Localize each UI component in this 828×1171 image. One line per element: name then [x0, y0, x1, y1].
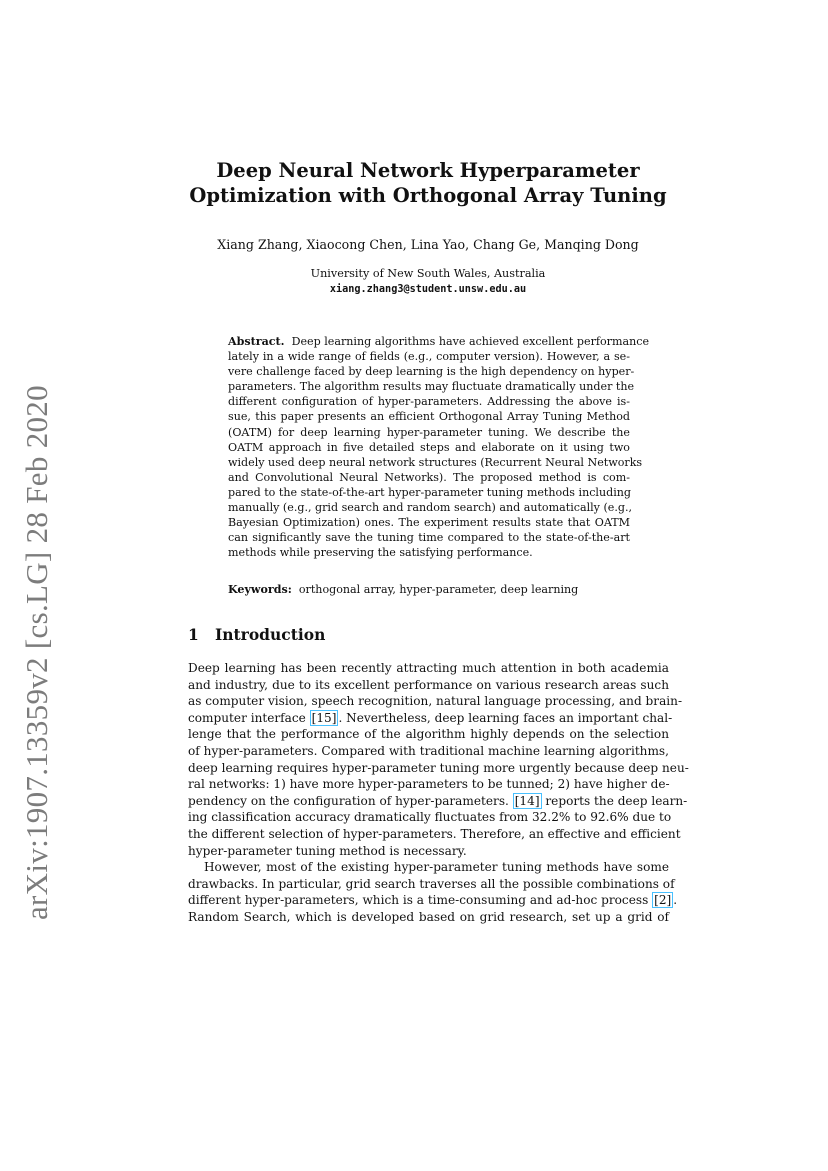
abstract-line: widely used deep neural network structures (Recurrent Neural Networks — [228, 455, 643, 469]
title-line-1: Deep Neural Network Hyperparameter — [216, 159, 640, 182]
body-line-text: . Nevertheless, deep learning faces an important chal- — [338, 710, 673, 725]
affiliation-block — [150, 266, 706, 298]
author-list: Xiang Zhang, Xiaocong Chen, Lina Yao, Chang Ge, Manqing Dong — [217, 237, 639, 252]
abstract-line: methods while preserving the satisfying performance. — [228, 546, 533, 560]
body-line: drawbacks. In particular, grid search traverses all the possible combinations of — [188, 876, 675, 891]
abstract-block — [228, 334, 650, 560]
abstract-line: (OATM) for deep learning hyper-parameter tuning. We describe the — [228, 425, 630, 439]
abstract-line: Bayesian Optimization) ones. The experiment results state that OATM — [228, 516, 630, 530]
section-number: 1 — [188, 625, 199, 644]
paper-title — [150, 158, 706, 208]
body-line: the different selection of hyper-parameters. Therefore, an effective and efficient — [188, 826, 681, 841]
author-email: xiang.zhang3@student.unsw.edu.au — [329, 284, 527, 295]
citation-link[interactable]: [2] — [654, 893, 672, 908]
abstract-line — [228, 334, 650, 349]
body-line: as computer vision, speech recognition, natural language processing, and brain- — [188, 694, 683, 709]
body-line-text: different hyper-parameters, which is a time-consuming and ad-hoc process — [188, 893, 653, 908]
body-line: However, most of the existing hyper-parameter tuning methods have some — [204, 860, 669, 875]
body-line-text: pendency on the configuration of hyper-parameters. — [188, 793, 513, 808]
keywords — [228, 583, 630, 596]
body-line: deep learning requires hyper-parameter tuning more urgently because deep neu- — [188, 760, 689, 775]
abstract-line: parameters. The algorithm results may fluctuate dramatically under the — [228, 380, 635, 394]
body-paragraphs — [188, 660, 689, 926]
body-line: Deep learning has been recently attracting much attention in both academia — [188, 661, 669, 675]
body-line: Random Search, which is developed based on grid research, set up a grid of — [188, 909, 669, 924]
body-line: hyper-parameter tuning method is necessary. — [188, 843, 467, 858]
abstract-line: vere challenge faced by deep learning is the high dependency on hyper- — [228, 365, 635, 379]
abstract-line-text: Deep learning algorithms have achieved excellent performance — [291, 335, 650, 348]
section-title: Introduction — [215, 625, 326, 644]
body-line — [188, 892, 678, 909]
body-line: and industry, due to its excellent performance on various research areas such — [188, 677, 669, 692]
body-line: of hyper-parameters. Compared with traditional machine learning algorithms, — [188, 743, 669, 758]
keywords-text: orthogonal array, hyper-parameter, deep learning — [298, 583, 579, 596]
section-heading — [188, 625, 325, 644]
affiliation: University of New South Wales, Australia — [310, 267, 546, 280]
body-line: lenge that the performance of the algorithm highly depends on the selection — [188, 727, 669, 742]
title-line-2: Optimization with Orthogonal Array Tuning — [189, 184, 667, 207]
abstract-line: pared to the state-of-the-art hyper-parameter tuning methods including — [228, 485, 632, 499]
body-line — [188, 793, 688, 810]
body-line-text: computer interface — [188, 710, 310, 725]
abstract-line: different configuration of hyper-parameters. Addressing the above is- — [228, 395, 630, 409]
body-line — [188, 710, 673, 727]
body-line-text: . — [673, 893, 678, 908]
abstract-line: manually (e.g., grid search and random search) and automatically (e.g., — [228, 501, 633, 515]
body-line: ral networks: 1) have more hyper-parameters to be tunned; 2) have higher de- — [188, 777, 670, 792]
citation-link[interactable]: [15] — [311, 710, 337, 725]
abstract-label: Abstract. — [228, 335, 285, 348]
abstract-line: lately in a wide range of fields (e.g., computer version). However, a se- — [228, 350, 630, 364]
abstract-line: sue, this paper presents an efficient Orthogonal Array Tuning Method — [228, 410, 630, 424]
abstract-line: can significantly save the tuning time compared to the state-of-the-art — [228, 531, 630, 545]
arxiv-identifier-stamp: arXiv:1907.13359v2 [cs.LG] 28 Feb 2020 — [19, 385, 54, 920]
abstract-line: and Convolutional Neural Networks). The proposed method is com- — [228, 470, 630, 484]
abstract-line: OATM approach in five detailed steps and elaborate on it using two — [228, 440, 630, 454]
keywords-label: Keywords: — [228, 583, 292, 596]
body-line-text: reports the deep learn- — [541, 793, 688, 808]
body-line: ing classification accuracy dramatically fluctuates from 32.2% to 92.6% due to — [188, 810, 672, 825]
citation-link[interactable]: [14] — [514, 793, 540, 808]
